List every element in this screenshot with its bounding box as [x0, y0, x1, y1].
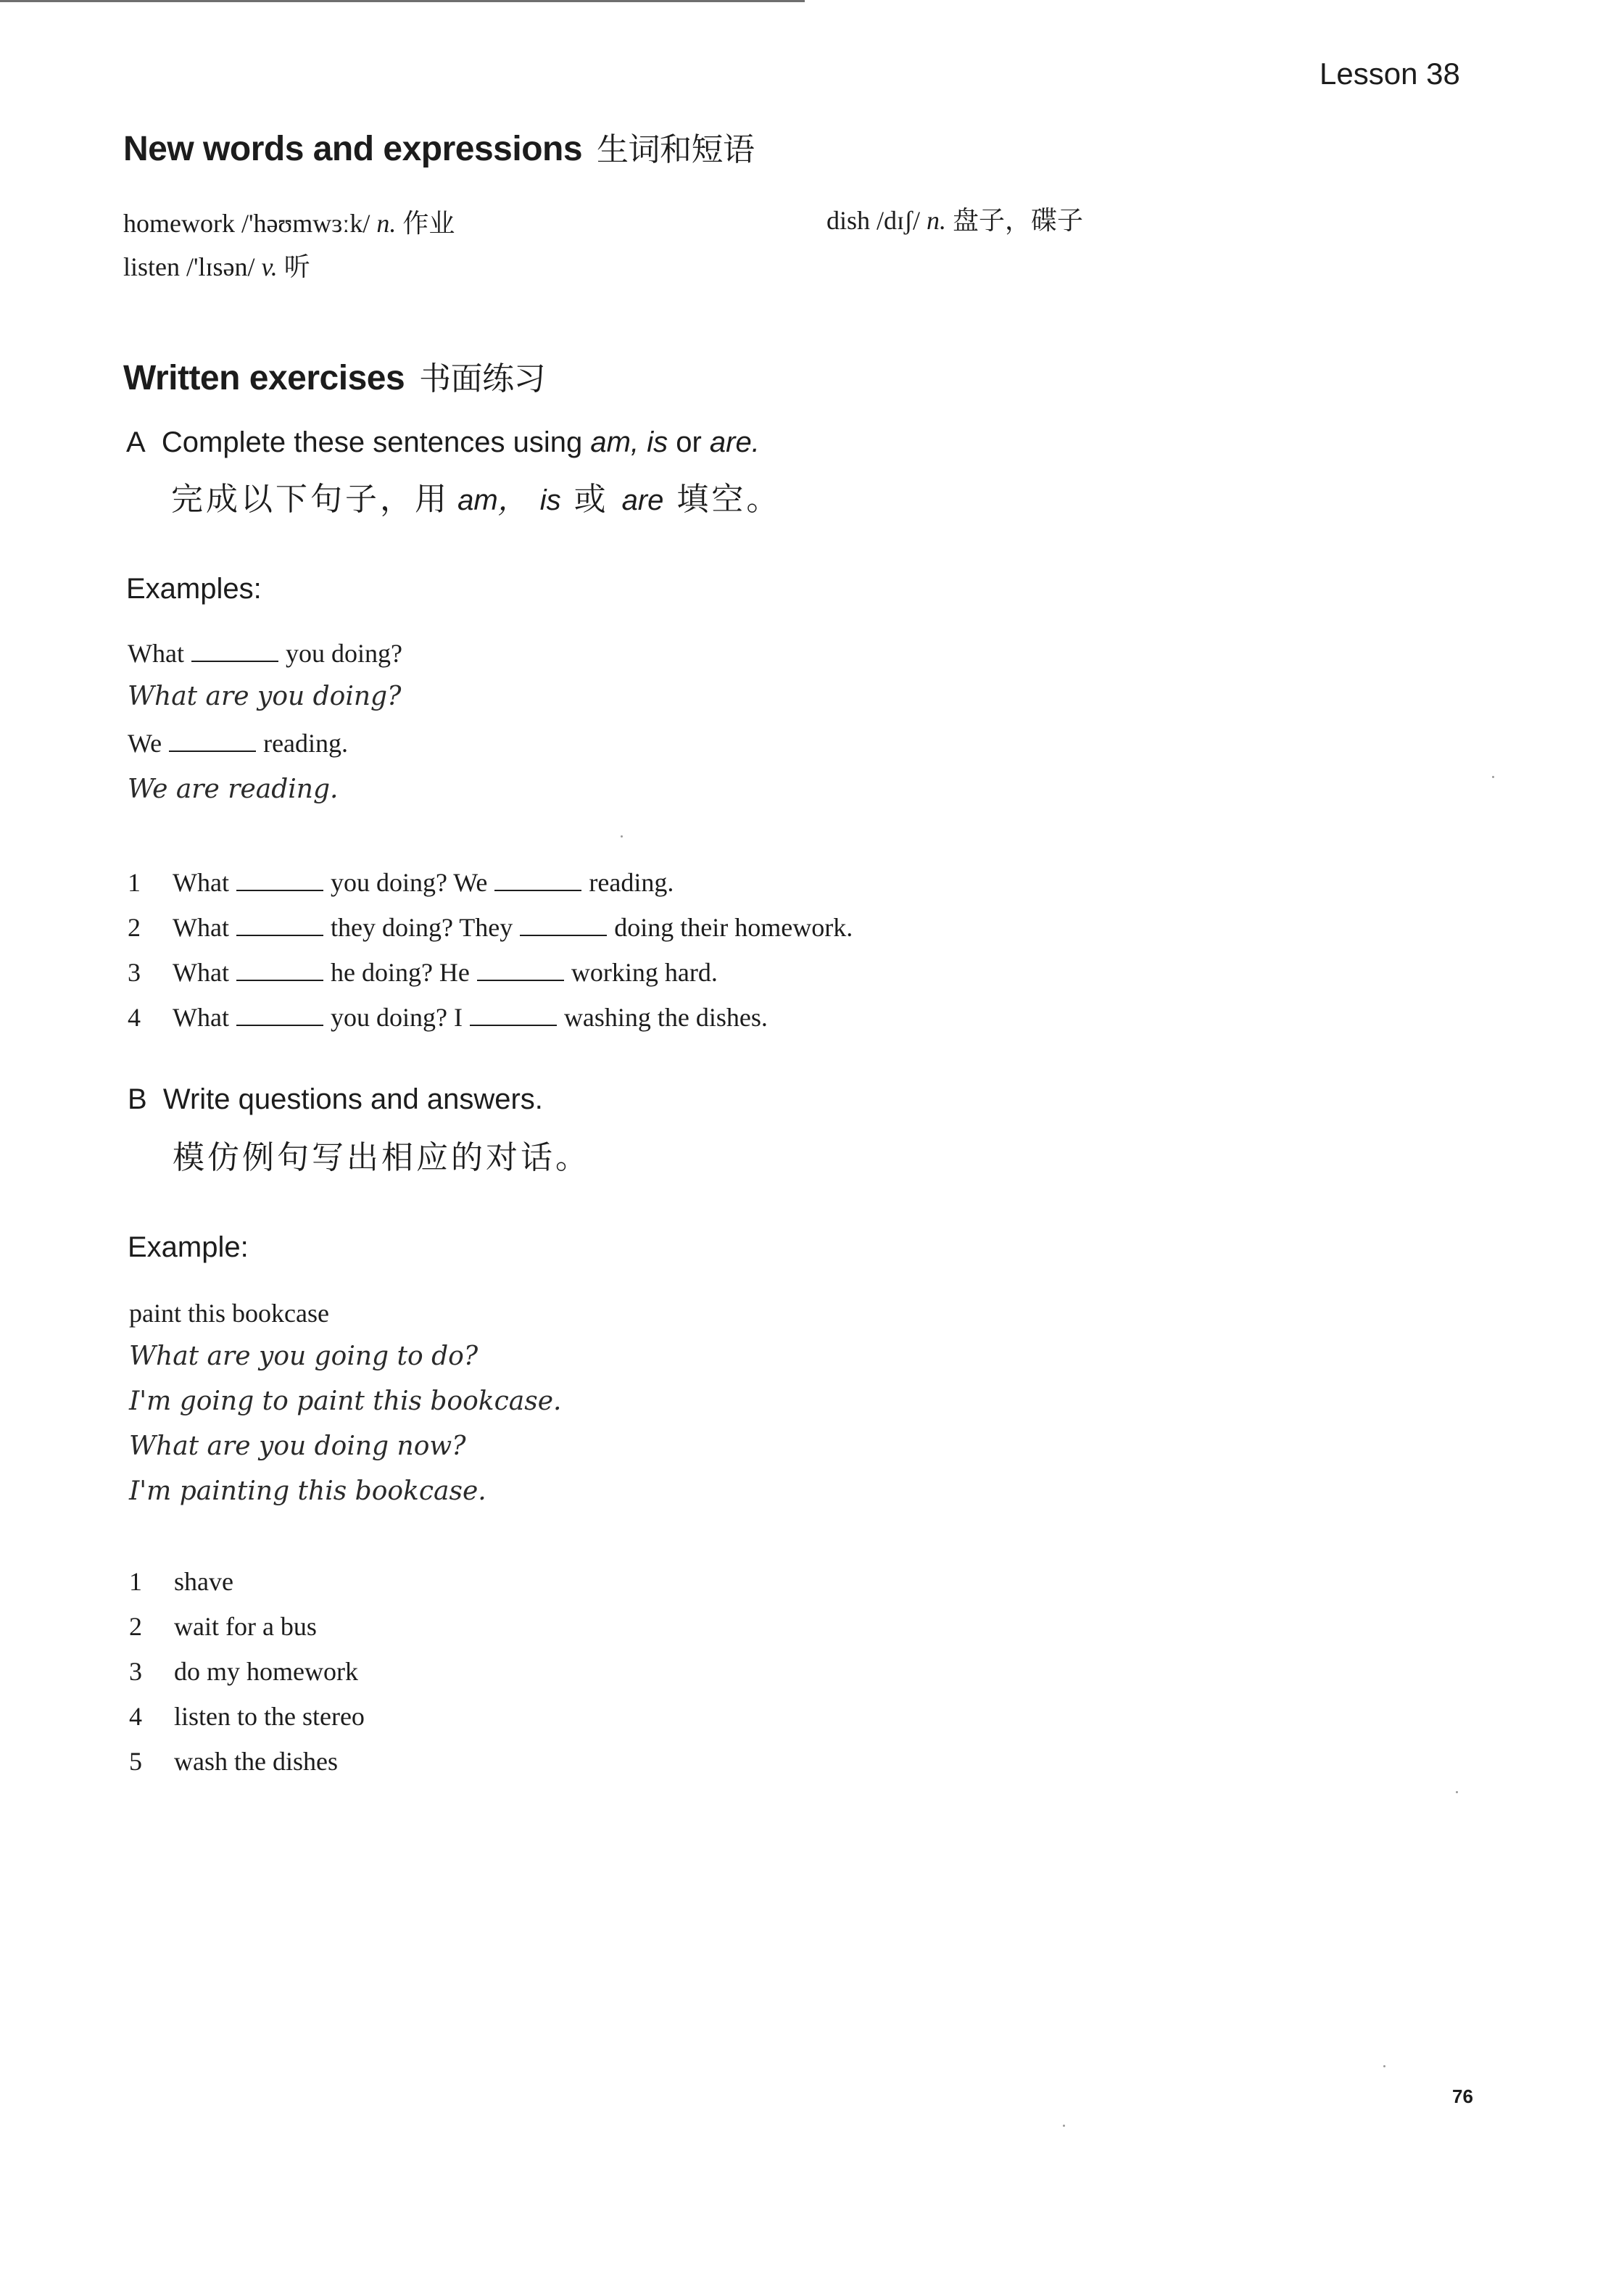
example-answer: What are you doing now?	[129, 1431, 466, 1461]
blank	[520, 916, 607, 936]
blank	[169, 732, 256, 752]
item-text: What	[173, 958, 229, 987]
exercise-b-letter: B	[128, 1083, 147, 1115]
scan-speck	[1063, 2125, 1065, 2127]
instruction-text: Write questions and answers.	[162, 1083, 543, 1115]
vocab-phonetic: /'həʊmwɜːk/	[241, 209, 370, 238]
blank	[236, 1006, 323, 1026]
example-prompt: paint this bookcase	[129, 1299, 329, 1328]
exercise-a-instruction	[126, 426, 760, 459]
keyword-are: are	[621, 484, 664, 516]
exercise-b-item	[129, 1611, 317, 1642]
written-exercises-heading	[123, 352, 545, 399]
item-text: What	[173, 1003, 229, 1032]
instruction-text: Complete these sentences using	[161, 426, 591, 458]
vocab-pos: v.	[261, 252, 278, 281]
example-answer: I'm painting this bookcase.	[129, 1476, 486, 1506]
example-answer: What are you doing?	[128, 682, 402, 711]
vocab-word: listen	[123, 252, 180, 281]
example-answer: I'm going to paint this bookcase.	[129, 1386, 562, 1416]
item-text: listen to the stereo	[174, 1702, 365, 1731]
top-rule	[0, 0, 805, 2]
blank	[236, 961, 323, 981]
keyword-is: is	[539, 484, 561, 516]
item-text: wait for a bus	[174, 1612, 317, 1641]
vocab-phonetic: /'lɪsən/	[186, 252, 255, 281]
new-words-title-cn: 生词和短语	[597, 131, 755, 168]
example-line	[128, 728, 348, 758]
scan-speck	[621, 835, 623, 838]
example-answer: We are reading.	[128, 774, 339, 804]
blank	[477, 961, 564, 981]
exercise-b-instruction-cn: 模仿例句写出相应的对话。	[173, 1139, 590, 1176]
example-text: What	[128, 639, 184, 668]
exercise-a-item	[128, 912, 853, 943]
exercise-b-item	[129, 1701, 365, 1732]
item-text: shave	[174, 1567, 233, 1596]
example-line	[128, 638, 402, 669]
new-words-title: New words and expressions	[123, 130, 583, 168]
item-text: doing their homework.	[614, 913, 853, 942]
item-text: working hard.	[571, 958, 718, 987]
exercise-b-instruction	[128, 1083, 543, 1116]
item-text: reading.	[589, 868, 674, 897]
item-text: you doing? I	[330, 1003, 463, 1032]
new-words-heading	[123, 123, 755, 170]
exercise-a-item	[128, 1002, 768, 1033]
instruction-or: or	[668, 426, 710, 458]
item-number: 2	[128, 913, 141, 942]
exercise-b-item	[129, 1746, 338, 1777]
written-title: Written exercises	[123, 359, 405, 397]
example-text: you doing?	[285, 639, 402, 668]
instruction-cn-tail: 填空。	[663, 481, 782, 518]
keyword-is: is	[647, 426, 668, 458]
page-number: 76	[1452, 2085, 1473, 2107]
item-text: do my homework	[174, 1657, 358, 1686]
vocab-meaning: 盘子，碟子	[953, 206, 1084, 235]
vocab-pos: n.	[376, 209, 397, 238]
item-number: 3	[128, 958, 141, 987]
item-text: washing the dishes.	[563, 1003, 768, 1032]
keyword-are: are.	[709, 426, 760, 458]
instruction-cn-or: 或	[560, 481, 622, 518]
item-number: 1	[129, 1567, 142, 1596]
scan-speck	[1383, 2065, 1385, 2067]
blank	[236, 871, 323, 891]
example-answer: What are you going to do?	[129, 1341, 478, 1371]
exercise-a-letter: A	[126, 426, 146, 458]
blank	[470, 1006, 557, 1026]
blank	[191, 642, 278, 662]
example-text: reading.	[263, 729, 349, 758]
keyword-am: am,	[590, 426, 647, 458]
blank	[236, 916, 323, 936]
item-number: 3	[129, 1657, 142, 1686]
exercise-b-item	[129, 1566, 233, 1597]
instruction-cn-text: 完成以下句子，用	[171, 481, 450, 518]
blank	[494, 871, 581, 891]
item-text: wash the dishes	[174, 1747, 338, 1776]
vocab-meaning: 作业	[402, 209, 455, 238]
lesson-number: Lesson 38	[1320, 57, 1460, 91]
item-number: 2	[129, 1612, 142, 1641]
scan-speck	[1492, 776, 1494, 778]
vocab-meaning: 听	[283, 252, 310, 281]
exercise-a-item	[128, 957, 718, 988]
written-title-cn: 书面练习	[419, 360, 546, 397]
exercise-a-instruction-cn	[171, 473, 781, 519]
item-text: he doing? He	[330, 958, 470, 987]
example-text: We	[128, 729, 162, 758]
vocab-entry-dish	[826, 200, 1083, 237]
vocab-phonetic: /dɪʃ/	[877, 206, 921, 235]
item-number: 1	[128, 868, 141, 897]
item-text: they doing? They	[330, 913, 513, 942]
examples-label: Examples:	[126, 573, 262, 605]
scan-speck	[1456, 1791, 1458, 1793]
item-number: 5	[129, 1747, 142, 1776]
item-number: 4	[129, 1702, 142, 1731]
vocab-word: homework	[123, 209, 235, 238]
item-text: What	[173, 913, 229, 942]
vocab-entry-homework	[123, 203, 455, 240]
exercise-a-item	[128, 867, 674, 898]
keyword-am: am，	[450, 484, 527, 516]
item-text: you doing? We	[330, 868, 488, 897]
example-label: Example:	[128, 1231, 249, 1263]
vocab-word: dish	[826, 206, 871, 235]
item-number: 4	[128, 1003, 141, 1032]
vocab-pos: n.	[927, 206, 947, 235]
vocab-entry-listen	[123, 247, 310, 284]
exercise-b-item	[129, 1656, 358, 1687]
item-text: What	[173, 868, 229, 897]
